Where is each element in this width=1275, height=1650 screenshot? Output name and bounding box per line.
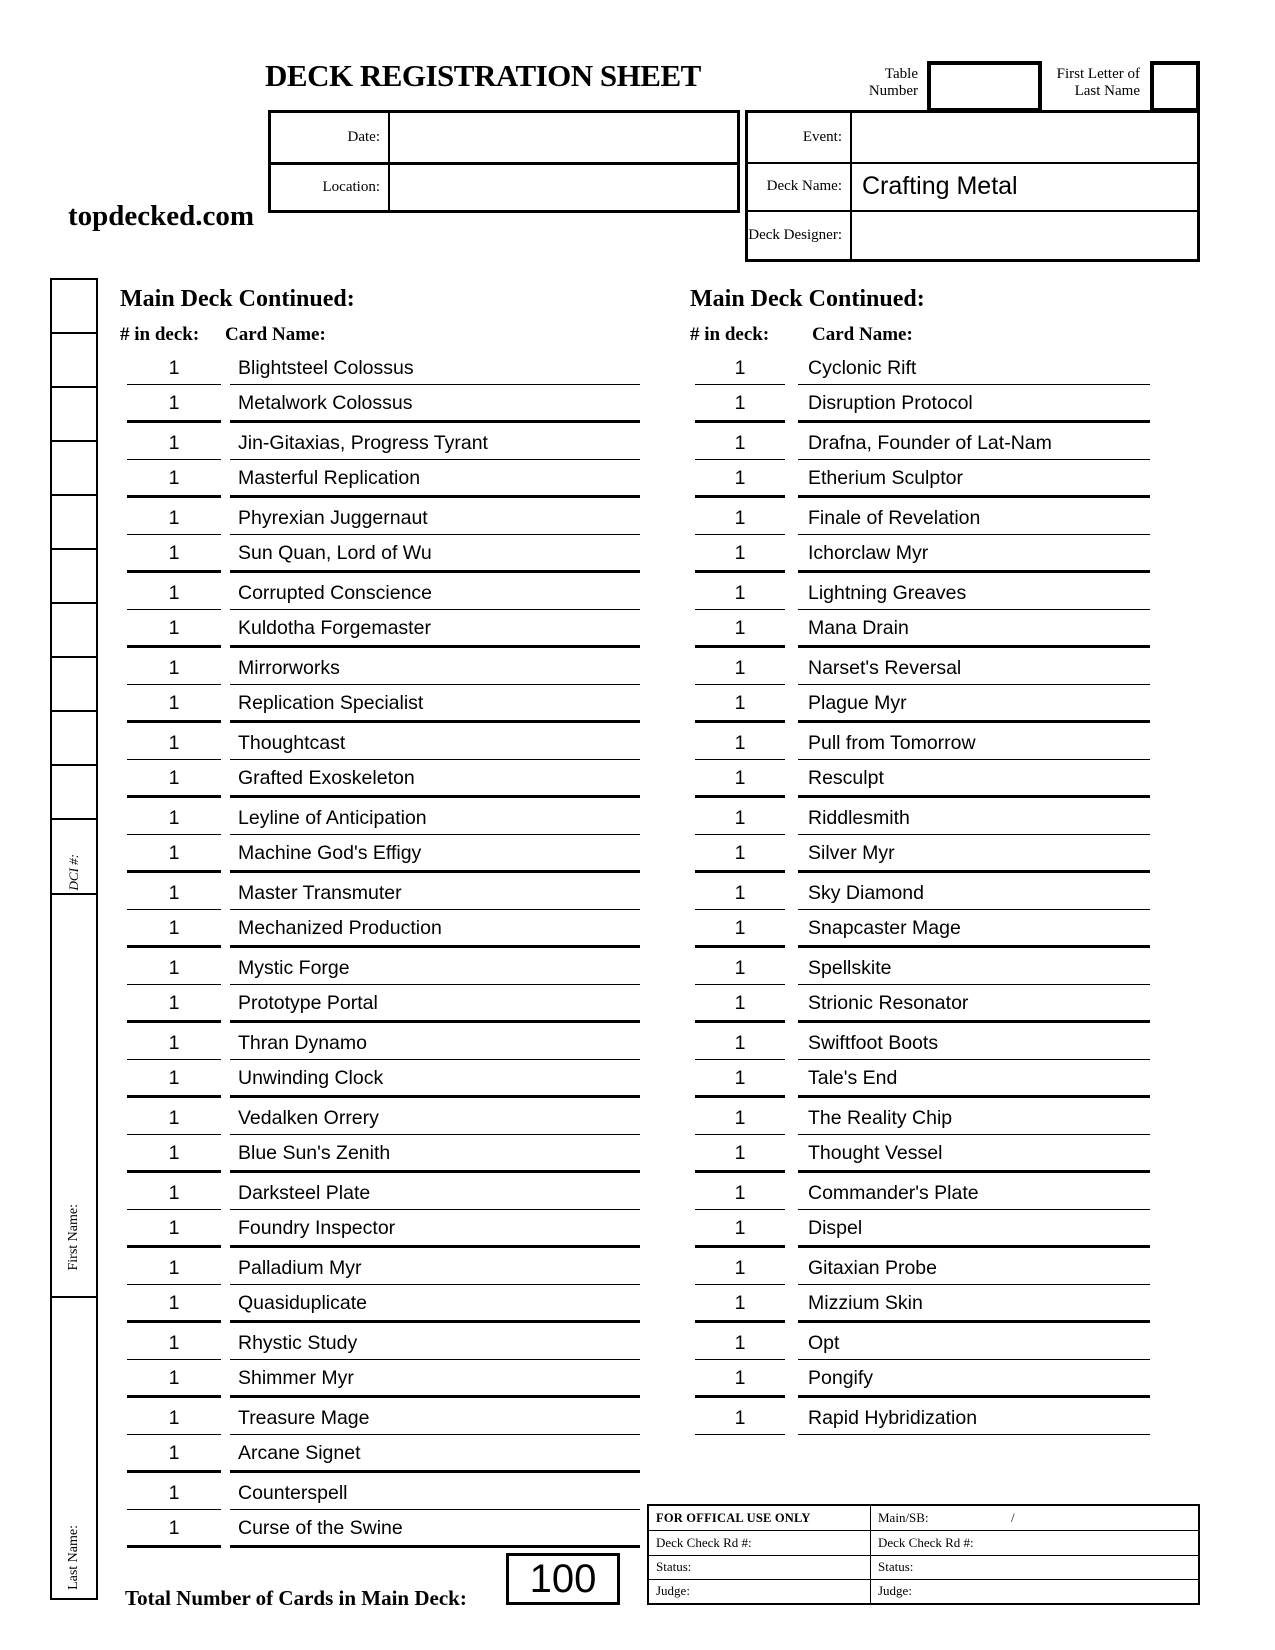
judge-label-right: Judge: [870,1579,1198,1603]
card-name-cell [798,985,1150,1023]
date-field[interactable] [390,113,737,162]
card-qty: 1 [734,1181,746,1204]
deck-list-row [0,1135,1275,1173]
deck-list-row [0,835,1275,873]
card-qty: 1 [168,1367,180,1389]
card-name: Lightning Greaves [808,581,967,604]
status-label-right: Status: [870,1555,1198,1579]
card-qty: 1 [168,617,180,639]
card-qty: 1 [734,542,746,564]
card-qty: 1 [168,1031,180,1054]
deck-name-label: Deck Name: [748,162,852,211]
deck-list-row [0,723,1275,761]
total-cards-value: 100 [529,1557,597,1601]
deck-list-row [0,1285,1275,1323]
deck-list-row [0,1210,1275,1248]
card-qty: 1 [734,506,746,529]
card-name: Mana Drain [808,617,909,639]
card-name-cell [798,498,1150,536]
card-qty: 1 [168,1106,180,1129]
deck-designer-label: Deck Designer: [748,210,852,259]
card-name: Replication Specialist [238,692,424,714]
card-qty: 1 [734,881,746,904]
card-qty: 1 [168,392,180,414]
date-label: Date: [271,113,390,162]
deck-list-row [0,1323,1275,1361]
card-qty: 1 [168,467,180,489]
deck-check-rd-label-left: Deck Check Rd #: [649,1530,870,1554]
card-name-cell [798,910,1150,948]
deck-list-row [0,985,1275,1023]
location-field[interactable] [390,162,737,211]
deck-list-row [0,348,1275,386]
deck-name-value: Crafting Metal [862,172,1018,201]
card-name-cell [798,1248,1150,1286]
event-info-table-left [268,110,740,213]
event-label: Event: [748,113,852,162]
card-name: Sun Quan, Lord of Wu [238,542,432,564]
card-qty: 1 [168,1142,180,1164]
card-qty: 1 [734,806,746,829]
card-name-cell [798,835,1150,873]
card-qty-cell [695,1023,785,1061]
deck-list-row [0,610,1275,648]
card-qty: 1 [168,1331,180,1354]
main-sb-label: Main/SB: [878,1510,929,1526]
card-qty: 1 [168,692,180,714]
card-qty: 1 [168,1406,180,1429]
qty-column-header-left: # in deck: [120,324,200,345]
card-name: Machine God's Effigy [238,842,422,864]
card-name-cell [798,723,1150,761]
card-qty: 1 [168,506,180,529]
card-qty: 1 [168,581,180,604]
table-number-label [818,66,918,100]
card-name: Rapid Hybridization [808,1406,978,1429]
card-qty-cell [695,423,785,461]
first-letter-label-line1: First Letter of [1056,66,1140,82]
card-qty: 1 [168,731,180,754]
card-name-cell [798,1323,1150,1361]
card-qty-cell [695,1398,785,1436]
card-name: Commander's Plate [808,1181,979,1204]
card-name: Narset's Reversal [808,656,962,679]
card-name: Drafna, Founder of Lat-Nam [808,431,1052,454]
card-qty: 1 [168,1217,180,1239]
card-name: Treasure Mage [238,1406,370,1429]
card-name: Mizzium Skin [808,1292,923,1314]
card-name-cell [230,1435,640,1473]
card-name-cell [798,423,1150,461]
card-name-cell [230,1473,640,1511]
deck-list-row [0,1360,1275,1398]
card-qty: 1 [734,1292,746,1314]
card-qty-cell [127,1510,221,1548]
card-name: Arcane Signet [238,1442,361,1464]
card-qty: 1 [734,656,746,679]
total-cards-label: Total Number of Cards in Main Deck: [125,1586,467,1610]
card-qty: 1 [168,1256,180,1279]
main-deck-continued-heading-right: Main Deck Continued: [690,286,925,312]
card-name-cell [798,573,1150,611]
table-number-label-line1: Table [884,66,918,82]
card-name: Pull from Tomorrow [808,731,976,754]
deck-list-row [0,798,1275,836]
card-qty: 1 [168,992,180,1014]
dci-label: DCI #: [66,853,81,890]
card-qty: 1 [734,731,746,754]
card-qty-cell [695,1323,785,1361]
card-qty-cell [695,760,785,798]
card-name: The Reality Chip [808,1106,953,1129]
card-qty-cell [695,1098,785,1136]
card-name: Strionic Resonator [808,992,969,1014]
card-qty-cell [695,1360,785,1398]
deck-designer-field[interactable] [852,210,1197,259]
card-qty: 1 [734,1406,746,1429]
main-sb-cell [870,1506,1198,1530]
card-name: Cyclonic Rift [808,356,917,379]
card-qty: 1 [734,1031,746,1054]
deck-list-row [0,535,1275,573]
card-name: Masterful Replication [238,467,421,489]
card-name: Mechanized Production [238,917,442,939]
card-name: Prototype Portal [238,992,378,1014]
card-name: Metalwork Colossus [238,392,413,414]
card-name: Tale's End [808,1067,898,1089]
card-qty-cell [695,610,785,648]
card-qty-cell [695,723,785,761]
card-name: Leyline of Anticipation [238,806,427,829]
card-qty: 1 [734,617,746,639]
card-name: Etherium Sculptor [808,467,963,489]
card-qty-cell [695,985,785,1023]
card-name: Quasiduplicate [238,1292,367,1314]
card-qty-cell [695,348,785,386]
card-name: Kuldotha Forgemaster [238,617,431,639]
deck-list-row [0,1060,1275,1098]
deck-list-row [0,760,1275,798]
card-qty-cell [695,910,785,948]
card-qty: 1 [168,842,180,864]
card-qty-cell [695,1285,785,1323]
deck-list-row [0,873,1275,911]
card-qty: 1 [168,956,180,979]
name-column-header-left: Card Name: [225,324,326,345]
card-name-cell [798,460,1150,498]
card-qty: 1 [734,692,746,714]
main-sb-slash: / [1011,1510,1015,1526]
card-name: Ichorclaw Myr [808,542,929,564]
total-cards-box [506,1553,620,1605]
card-name: Grafted Exoskeleton [238,767,415,789]
card-name-cell [798,760,1150,798]
card-name-cell [798,610,1150,648]
card-qty: 1 [168,1067,180,1089]
card-name: Jin-Gitaxias, Progress Tyrant [238,431,488,454]
topdecked-logo: topdecked.com [68,200,255,232]
card-name: Swiftfoot Boots [808,1031,939,1054]
card-qty-cell [695,1135,785,1173]
card-qty-cell [695,798,785,836]
card-qty-cell [695,498,785,536]
card-qty-cell [695,873,785,911]
card-name: Corrupted Conscience [238,581,433,604]
card-qty-cell [695,535,785,573]
deck-list-row [0,1173,1275,1211]
card-qty-cell [695,1060,785,1098]
card-name: Sky Diamond [808,881,924,904]
card-name: Curse of the Swine [238,1517,403,1539]
location-label: Location: [271,162,390,211]
card-name-cell [798,1023,1150,1061]
card-name-cell [798,685,1150,723]
card-qty: 1 [168,1292,180,1314]
card-name-cell [798,1398,1150,1436]
card-qty: 1 [734,431,746,454]
official-use-title: FOR OFFICAL USE ONLY [656,1510,811,1525]
deck-list-row [0,498,1275,536]
card-qty: 1 [734,392,746,414]
card-name-cell [798,348,1150,386]
card-name: Riddlesmith [808,806,910,829]
card-qty: 1 [168,656,180,679]
card-name: Resculpt [808,767,884,789]
deck-list-row [0,460,1275,498]
card-name: Spellskite [808,956,892,979]
card-qty: 1 [168,1517,180,1539]
card-qty: 1 [734,1067,746,1089]
card-name-cell [798,1210,1150,1248]
card-name: Disruption Protocol [808,392,973,414]
card-qty-cell [695,648,785,686]
card-name: Mystic Forge [238,956,350,979]
card-name-cell [798,385,1150,423]
card-name: Gitaxian Probe [808,1256,937,1279]
deck-list-row [0,1098,1275,1136]
card-qty: 1 [168,356,180,379]
card-qty: 1 [734,992,746,1014]
card-name-cell [798,1173,1150,1211]
card-name: Silver Myr [808,842,895,864]
card-name: Mirrorworks [238,656,340,679]
card-qty-cell [695,685,785,723]
card-name-cell [798,798,1150,836]
card-qty: 1 [734,842,746,864]
card-name: Opt [808,1331,840,1354]
deck-name-field[interactable] [852,162,1197,211]
name-column-header-right: Card Name: [812,324,913,345]
card-name: Phyrexian Juggernaut [238,506,428,529]
card-qty: 1 [168,1481,180,1504]
event-info-table-right [745,110,1200,262]
card-qty: 1 [734,1217,746,1239]
card-name-cell [798,535,1150,573]
main-deck-continued-heading-left: Main Deck Continued: [120,286,355,312]
official-use-table [647,1504,1200,1605]
card-qty: 1 [734,917,746,939]
deck-check-rd-label-right: Deck Check Rd #: [870,1530,1198,1554]
card-qty: 1 [168,1442,180,1464]
card-qty: 1 [734,1367,746,1389]
card-qty: 1 [734,467,746,489]
card-name: Darksteel Plate [238,1181,371,1204]
card-name: Thran Dynamo [238,1031,367,1054]
deck-list-row [0,423,1275,461]
card-name-cell [798,1098,1150,1136]
card-name-cell [798,873,1150,911]
deck-list-column-right [0,348,1275,1436]
deck-list-row [0,648,1275,686]
card-name: Counterspell [238,1481,348,1504]
card-qty: 1 [168,431,180,454]
deck-list-row [0,910,1275,948]
deck-list-row [0,948,1275,986]
card-name: Vedalken Orrery [238,1106,379,1129]
card-qty: 1 [734,1106,746,1129]
card-qty: 1 [168,806,180,829]
last-name-label: Last Name: [66,1525,81,1590]
card-name: Thoughtcast [238,731,346,754]
card-qty-cell [695,1248,785,1286]
first-letter-label [998,66,1140,100]
card-qty: 1 [168,881,180,904]
deck-list-row [0,1023,1275,1061]
card-qty: 1 [734,956,746,979]
card-name-cell [798,1060,1150,1098]
card-name: Unwinding Clock [238,1067,384,1089]
dci-digit-box[interactable] [52,280,96,334]
card-name-cell [230,1510,640,1548]
page-title: DECK REGISTRATION SHEET [265,58,701,93]
deck-list-row [0,1435,1275,1473]
card-qty-cell [695,460,785,498]
card-name-cell [798,1285,1150,1323]
card-name: Pongify [808,1367,874,1389]
card-name-cell [798,648,1150,686]
card-qty: 1 [734,356,746,379]
card-qty-cell [695,1173,785,1211]
card-qty: 1 [734,767,746,789]
first-letter-field[interactable] [1150,61,1200,112]
card-qty: 1 [734,581,746,604]
card-name: Thought Vessel [808,1142,943,1164]
card-name-cell [798,1360,1150,1398]
deck-list-row [0,573,1275,611]
card-name: Finale of Revelation [808,506,981,529]
event-field[interactable] [852,113,1197,162]
card-name-cell [798,1135,1150,1173]
card-name-cell [798,948,1150,986]
judge-label-left: Judge: [649,1579,870,1603]
card-qty-cell [695,948,785,986]
qty-column-header-right: # in deck: [690,324,770,345]
card-name: Blightsteel Colossus [238,356,414,379]
card-name: Master Transmuter [238,881,402,904]
card-qty-cell [695,573,785,611]
card-name: Palladium Myr [238,1256,362,1279]
card-name: Plague Myr [808,692,907,714]
deck-list-row [0,385,1275,423]
card-name: Rhystic Study [238,1331,358,1354]
first-name-label: First Name: [66,1203,81,1270]
card-qty: 1 [168,1181,180,1204]
card-qty: 1 [734,1142,746,1164]
card-name: Dispel [808,1217,863,1239]
card-qty: 1 [734,1256,746,1279]
card-qty: 1 [734,1331,746,1354]
card-qty: 1 [168,542,180,564]
card-name: Snapcaster Mage [808,917,961,939]
status-label-left: Status: [649,1555,870,1579]
card-qty-cell [127,1473,221,1511]
table-number-label-line2: Number [868,83,918,99]
card-qty-cell [127,1435,221,1473]
first-letter-label-line2: Last Name [1074,83,1140,99]
card-name: Blue Sun's Zenith [238,1142,391,1164]
deck-list-row [0,1398,1275,1436]
deck-list-row [0,1248,1275,1286]
card-qty-cell [695,1210,785,1248]
card-qty: 1 [168,767,180,789]
card-name: Shimmer Myr [238,1367,354,1389]
deck-list-row [0,685,1275,723]
card-qty-cell [695,385,785,423]
card-name: Foundry Inspector [238,1217,396,1239]
card-qty-cell [695,835,785,873]
card-qty: 1 [168,917,180,939]
